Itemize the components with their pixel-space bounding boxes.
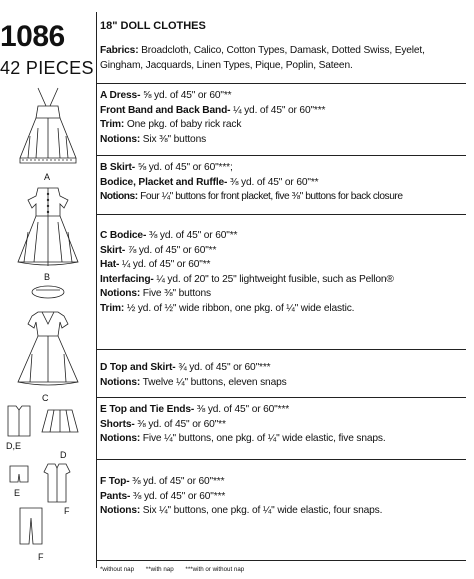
row-label: B Skirt- bbox=[100, 162, 136, 173]
dress-a-illustration bbox=[16, 86, 80, 166]
row-text: ¼ yd. of 45" or 60"** bbox=[119, 259, 211, 271]
fabrics-line-2: Gingham, Jacquards, Linen Types, Pique, Poplin, Sateen. bbox=[100, 59, 353, 71]
pieces-count: 42 PIECES bbox=[0, 58, 94, 78]
row-label: Bodice, Placket and Ruffle- bbox=[100, 176, 228, 188]
dress-b-illustration bbox=[12, 186, 84, 268]
top-f-illustration bbox=[42, 462, 72, 504]
figure-label-d: D bbox=[60, 450, 67, 460]
row-label: D Top and Skirt- bbox=[100, 362, 176, 373]
figure-label-f-top: F bbox=[64, 506, 70, 516]
row-label: A Dress- bbox=[100, 90, 141, 101]
section-b bbox=[100, 161, 464, 205]
row-label: Skirt- bbox=[100, 244, 126, 256]
figure-label-e: E bbox=[14, 488, 21, 498]
row-label: Trim: bbox=[100, 119, 125, 131]
figure-label-b: B bbox=[44, 272, 51, 282]
row-text: ⅝ yd. of 45" or 60"***; bbox=[135, 162, 233, 173]
row-label: E Top and Tie Ends- bbox=[100, 404, 195, 415]
section-f bbox=[100, 475, 464, 519]
divider bbox=[96, 214, 466, 215]
pattern-number: 1086 bbox=[0, 20, 65, 53]
row-text: Five ¼" buttons, one pkg. of ¼" wide elastic, five snaps. bbox=[140, 433, 386, 445]
nap-legend bbox=[100, 566, 254, 573]
fabrics-block bbox=[100, 44, 464, 73]
figure-label-de: D,E bbox=[6, 441, 22, 451]
section-e bbox=[100, 403, 464, 447]
row-text: ¾ yd. of 45" or 60"*** bbox=[175, 362, 271, 373]
divider bbox=[96, 349, 466, 350]
row-label: Notions: bbox=[100, 376, 141, 388]
skirt-d-illustration bbox=[40, 408, 80, 436]
row-text: ⅜ yd. of 45" or 60"** bbox=[134, 418, 226, 430]
row-text: Five ⅜" buttons bbox=[140, 288, 211, 300]
row-text: Twelve ¼" buttons, eleven snaps bbox=[140, 376, 287, 388]
pants-f-illustration bbox=[18, 506, 44, 546]
top-de-illustration bbox=[4, 404, 34, 438]
row-text: ⅜ yd. of 45" or 60"** bbox=[146, 230, 238, 241]
divider bbox=[96, 83, 466, 84]
figure-label-c: C bbox=[42, 393, 49, 403]
row-text: One pkg. of baby rick rack bbox=[124, 119, 242, 131]
divider bbox=[96, 397, 466, 398]
row-label: Pants- bbox=[100, 490, 131, 502]
row-text: ⅜ yd. of 45" or 60"*** bbox=[129, 476, 225, 487]
illustration-column bbox=[0, 0, 96, 579]
fabrics-label: Fabrics: bbox=[100, 45, 139, 56]
row-text: ¼ yd. of 20" to 25" lightweight fusible, such as Pellon® bbox=[153, 273, 394, 285]
row-label: Shorts- bbox=[100, 418, 135, 430]
nap-note-3: ***with or without nap bbox=[185, 566, 245, 573]
figure-label-a: A bbox=[44, 172, 51, 182]
row-label: Hat- bbox=[100, 259, 120, 271]
row-label: Notions: bbox=[100, 433, 141, 445]
row-label: Notions: bbox=[100, 288, 141, 300]
row-label: Notions: bbox=[100, 133, 141, 145]
row-text: ½ yd. of ½" wide ribbon, one pkg. of ¼" wide elastic. bbox=[124, 302, 355, 314]
row-label: Trim: bbox=[100, 302, 125, 314]
row-text: Six ⅜" buttons bbox=[140, 133, 207, 145]
row-text: ¼ yd. of 45" or 60"*** bbox=[230, 104, 326, 116]
divider bbox=[96, 560, 466, 561]
nap-note-1: *without nap bbox=[100, 566, 135, 573]
fabrics-line-1: Broadcloth, Calico, Cotton Types, Damask, Dotted Swiss, Eyelet, bbox=[141, 45, 425, 56]
dress-c-illustration bbox=[12, 284, 84, 390]
row-text: ⅜ yd. of 45" or 60"** bbox=[227, 176, 319, 188]
row-text: Four ¼" buttons for front placket, five ⅜" buttons for back closure bbox=[137, 191, 403, 203]
row-label: C Bodice- bbox=[100, 230, 147, 241]
divider bbox=[96, 459, 466, 460]
nap-note-2: **with nap bbox=[145, 566, 174, 573]
row-label: Front Band and Back Band- bbox=[100, 104, 231, 116]
row-text: ⅝ yd. of 45" or 60"** bbox=[140, 90, 232, 101]
divider bbox=[96, 155, 466, 156]
row-text: ⅞ yd. of 45" or 60"** bbox=[125, 244, 217, 256]
page-title: 18" DOLL CLOTHES bbox=[100, 20, 206, 32]
row-label: Notions: bbox=[100, 191, 138, 203]
row-text: ⅜ yd. of 45" or 60"*** bbox=[194, 404, 290, 415]
shorts-e-illustration bbox=[8, 464, 30, 484]
row-text: ⅜ yd. of 45" or 60"*** bbox=[130, 490, 226, 502]
section-c bbox=[100, 229, 464, 317]
section-d bbox=[100, 361, 464, 390]
row-label: Notions: bbox=[100, 505, 141, 517]
figure-label-f-pants: F bbox=[38, 552, 44, 562]
row-text: Six ¼" buttons, one pkg. of ¼" wide elastic, four snaps. bbox=[140, 505, 383, 517]
row-label: Interfacing- bbox=[100, 273, 154, 285]
row-label: F Top- bbox=[100, 476, 130, 487]
section-a bbox=[100, 89, 464, 147]
yardage-panel bbox=[96, 0, 466, 579]
